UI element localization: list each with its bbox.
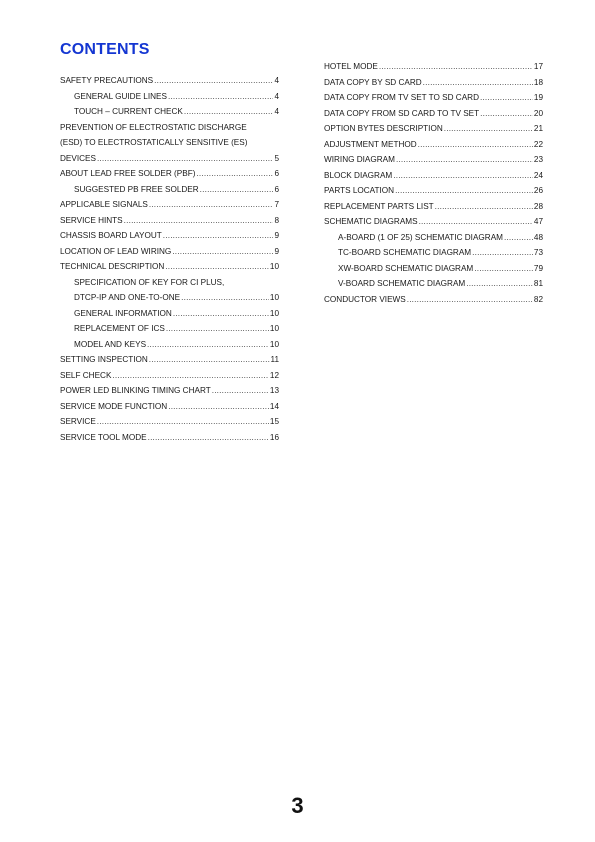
toc-entry-page: 19 [533,93,543,102]
dot-leader [184,104,274,120]
dot-leader [393,168,533,184]
toc-entry[interactable] [60,430,279,446]
page-number: 3 [291,793,304,818]
toc-entry-label: MODEL AND KEYS [74,339,147,349]
toc-entry-page: 28 [533,201,543,211]
toc-entry[interactable] [324,121,543,137]
toc-entry[interactable] [60,414,279,430]
toc-entry-page: 12 [269,370,279,380]
toc-entry-label: DTCP-IP AND ONE-TO-ONE [74,293,181,302]
dot-leader [124,213,274,229]
dot-leader [474,261,533,277]
toc-entry[interactable] [60,104,279,120]
toc-entry[interactable] [324,183,543,199]
toc-entry-label: REPLACEMENT PARTS LIST [324,201,434,211]
dot-leader [97,414,269,430]
toc-entry[interactable] [60,135,279,151]
toc-entry[interactable] [60,166,279,182]
dot-leader [379,59,533,75]
toc-entry[interactable] [60,197,279,213]
toc-entry[interactable] [60,228,279,244]
toc-entry-label: SUGGESTED PB FREE SOLDER [74,184,199,194]
toc-entry[interactable] [60,399,279,415]
toc-entry[interactable] [60,213,279,229]
toc-entry-label: SERVICE TOOL MODE [60,432,147,442]
toc-entry-label: DATA COPY FROM TV SET TO SD CARD [324,93,479,102]
dot-leader [196,166,273,182]
toc-entry-label: HOTEL MODE [324,62,378,71]
toc-left-column [60,73,279,445]
toc-entry[interactable] [324,261,543,277]
toc-entry[interactable] [60,151,279,167]
dot-leader [168,89,273,105]
toc-entry-label: REPLACEMENT OF ICS [74,324,165,333]
toc-right-column [324,59,543,307]
toc-entry-label: APPLICABLE SIGNALS [60,200,148,209]
dot-leader [97,151,273,167]
toc-entry[interactable] [324,106,543,122]
toc-entry-page: 10 [269,308,279,318]
dot-leader [112,368,268,384]
toc-entry-page: 22 [533,139,543,149]
toc-entry-label: LOCATION OF LEAD WIRING [60,246,172,256]
toc-entry-page: 10 [269,293,279,302]
toc-entry-page: 15 [269,417,279,426]
toc-entry-page: 79 [533,263,543,273]
toc-entry[interactable] [60,337,279,353]
toc-entry-page: 47 [533,217,543,226]
dot-leader [165,259,269,275]
dot-leader [435,199,533,215]
toc-entry[interactable] [60,259,279,275]
dot-leader [423,75,533,91]
toc-entry[interactable] [324,152,543,168]
toc-entry-page: 10 [269,262,279,271]
toc-entry-label: DATA COPY FROM SD CARD TO TV SET [324,108,480,118]
toc-entry[interactable] [60,306,279,322]
dot-leader [181,290,269,306]
toc-entry-page: 23 [533,155,543,164]
toc-entry-page: 4 [274,107,279,116]
toc-entry-label: BLOCK DIAGRAM [324,170,393,180]
dot-leader [154,73,273,89]
toc-entry-label: DEVICES [60,153,96,163]
toc-entry-label: SETTING INSPECTION [60,355,148,364]
toc-entry-label: SAFETY PRECAUTIONS [60,76,154,85]
toc-entry-label: SELF CHECK [60,370,112,380]
toc-entry-label: A-BOARD (1 OF 25) SCHEMATIC DIAGRAM [338,232,503,242]
toc-entry[interactable] [60,89,279,105]
dot-leader [172,244,273,260]
dot-leader [395,183,533,199]
dot-leader [407,292,533,308]
toc-entry[interactable] [60,290,279,306]
toc-entry-page: 4 [274,91,279,101]
dot-leader [472,245,533,261]
toc-entry[interactable] [60,182,279,198]
toc-entry-label: XW-BOARD SCHEMATIC DIAGRAM [338,263,474,273]
toc-entry-page: 14 [269,401,279,411]
toc-entry[interactable] [60,368,279,384]
toc-entry-label: ADJUSTMENT METHOD [324,139,417,149]
toc-entry-page: 17 [533,62,543,71]
toc-entry[interactable] [324,59,543,75]
toc-entry-label: TECHNICAL DESCRIPTION [60,262,165,271]
toc-entry-page: 16 [269,432,279,442]
toc-entry-page: 82 [533,294,543,304]
toc-entry-page: 73 [533,248,543,257]
dot-leader [418,137,533,153]
toc-entry-label: PARTS LOCATION [324,186,395,195]
toc-entry-label: SERVICE MODE FUNCTION [60,401,168,411]
dot-leader [396,152,533,168]
toc-entry[interactable] [324,75,543,91]
toc-entry-label: DATA COPY BY SD CARD [324,77,422,87]
toc-entry-page: 7 [274,200,279,209]
dot-leader [480,106,533,122]
toc-entry[interactable] [60,244,279,260]
toc-entry-label: SERVICE HINTS [60,215,123,225]
toc-entry-page: 13 [269,386,279,395]
toc-entry-page: 9 [274,246,279,256]
toc-entry-label: TC-BOARD SCHEMATIC DIAGRAM [338,248,472,257]
toc-entry[interactable] [324,245,543,261]
toc-entry-label: (ESD) TO ELECTROSTATICALLY SENSITIVE (ES) [60,138,248,147]
toc-entry-label: ABOUT LEAD FREE SOLDER (PBF) [60,169,196,178]
toc-entry[interactable] [324,214,543,230]
toc-entry-page: 4 [274,76,279,85]
page-title: CONTENTS [60,41,150,58]
toc-entry[interactable] [324,199,543,215]
toc-entry-page: 6 [274,184,279,194]
toc-entry[interactable] [324,90,543,106]
toc-entry-label: SERVICE [60,417,96,426]
toc-entry-label: CONDUCTOR VIEWS [324,294,406,304]
dot-leader [419,214,533,230]
dot-leader [147,337,269,353]
toc-entry-label: SPECIFICATION OF KEY FOR CI PLUS, [74,277,225,287]
toc-entry-label: V-BOARD SCHEMATIC DIAGRAM [338,279,466,288]
toc-entry-page: 24 [533,170,543,180]
toc-entry[interactable] [324,276,543,292]
toc-entry-page: 6 [274,169,279,178]
toc-entry-label: GENERAL INFORMATION [74,308,172,318]
toc-entry-page: 5 [274,153,279,163]
dot-leader [504,230,533,246]
toc-entry-label: PREVENTION OF ELECTROSTATIC DISCHARGE [60,122,247,132]
toc-entry-label: OPTION BYTES DESCRIPTION [324,124,443,133]
toc-entry-page: 11 [270,355,279,364]
toc-entry-label: WIRING DIAGRAM [324,155,395,164]
toc-entry-page: 18 [533,77,543,87]
toc-entry[interactable] [324,137,543,153]
toc-entry[interactable] [60,383,279,399]
toc-entry-page: 10 [269,324,279,333]
dot-leader [444,121,533,137]
toc-entry[interactable] [324,168,543,184]
toc-entry[interactable] [60,120,279,136]
toc-entry-label: TOUCH – CURRENT CHECK [74,107,183,116]
toc-entry[interactable] [60,73,279,89]
dot-leader [149,197,274,213]
toc-entry-page: 48 [533,232,543,242]
toc-entry-page: 20 [533,108,543,118]
toc-entry-label: SCHEMATIC DIAGRAMS [324,217,418,226]
dot-leader [163,228,274,244]
toc-entry-page: 81 [533,279,543,288]
toc-entry[interactable] [324,230,543,246]
toc-entry-page: 10 [269,339,279,349]
dot-leader [168,399,269,415]
dot-leader [173,306,269,322]
dot-leader [212,383,269,399]
toc-entry-page: 8 [274,215,279,225]
toc-entry[interactable] [60,275,279,291]
toc-entry[interactable] [60,321,279,337]
dot-leader [200,182,274,198]
toc-entry-page: 21 [533,124,543,133]
dot-leader [480,90,533,106]
toc-entry[interactable] [60,352,279,368]
toc-entry-label: GENERAL GUIDE LINES [74,91,167,101]
dot-leader [148,430,269,446]
dot-leader [166,321,269,337]
toc-entry-label: POWER LED BLINKING TIMING CHART [60,386,211,395]
toc-entry-label: CHASSIS BOARD LAYOUT [60,231,162,240]
toc-entry[interactable] [324,292,543,308]
dot-leader [466,276,533,292]
dot-leader [149,352,270,368]
toc-entry-page: 9 [274,231,279,240]
toc-entry-page: 26 [533,186,543,195]
